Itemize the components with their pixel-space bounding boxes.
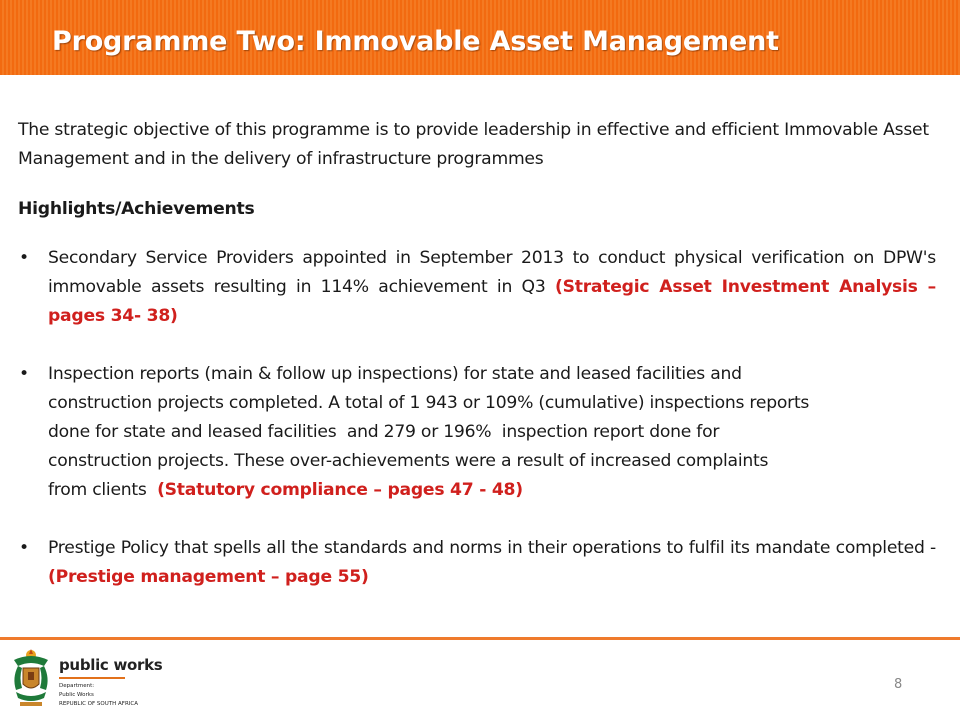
page-number: 8 [894, 677, 903, 692]
achievements-list [18, 244, 936, 592]
bullet-text-line: construction projects. These over-achievements were a result of increased complaints [48, 451, 769, 471]
page-title-main: Immovable Asset Management [314, 26, 779, 57]
list-item [18, 360, 936, 505]
logo-country: REPUBLIC OF SOUTH AFRICA [59, 701, 138, 707]
coat-of-arms-icon [6, 646, 56, 710]
bullet-reference: (Prestige management – page 55) [48, 567, 369, 587]
bullet-text-line: done for state and leased facilities and 279 or 196% inspection report done for [48, 422, 720, 442]
logo-department: Department: [59, 683, 95, 689]
bullet-icon: • [19, 364, 29, 384]
slide-content [18, 116, 936, 621]
highlights-heading: Highlights/Achievements [18, 199, 255, 219]
bullet-text: Prestige Policy that spells all the standards and norms in their operations to fulfil its mandate completed - [48, 538, 936, 558]
bullet-reference: (Strategic Asset Investment Analysis – pages 34- 38) [48, 277, 936, 326]
bullet-text-line: construction projects completed. A total of 1 943 or 109% (cumulative) inspections reports [48, 393, 810, 413]
objective-paragraph: The strategic objective of this programme is to provide leadership in effective and efficient Immovable Asset Management and in the delivery of infrastructure programmes [18, 120, 929, 169]
bullet-reference: (Statutory compliance – pages 47 - 48) [157, 480, 523, 500]
logo-divider [59, 677, 125, 679]
bullet-text-line: from clients [48, 480, 147, 500]
footer-divider [0, 637, 960, 640]
bullet-icon: • [19, 538, 29, 558]
title-banner [0, 0, 960, 75]
list-item [18, 534, 936, 592]
list-item [18, 244, 936, 331]
logo-department-name: Public Works [59, 692, 94, 698]
page-title [52, 26, 779, 57]
page-title-prefix: Programme Two: [52, 26, 306, 57]
bullet-text: Secondary Service Providers appointed in September 2013 to conduct physical verification on DPW's immovable assets resulting in 114% achievement in Q3 [48, 248, 936, 297]
bullet-icon: • [19, 248, 29, 268]
bullet-text-line: Inspection reports (main & follow up inspections) for state and leased facilities and [48, 364, 742, 384]
logo-wordmark: public works [59, 656, 163, 674]
